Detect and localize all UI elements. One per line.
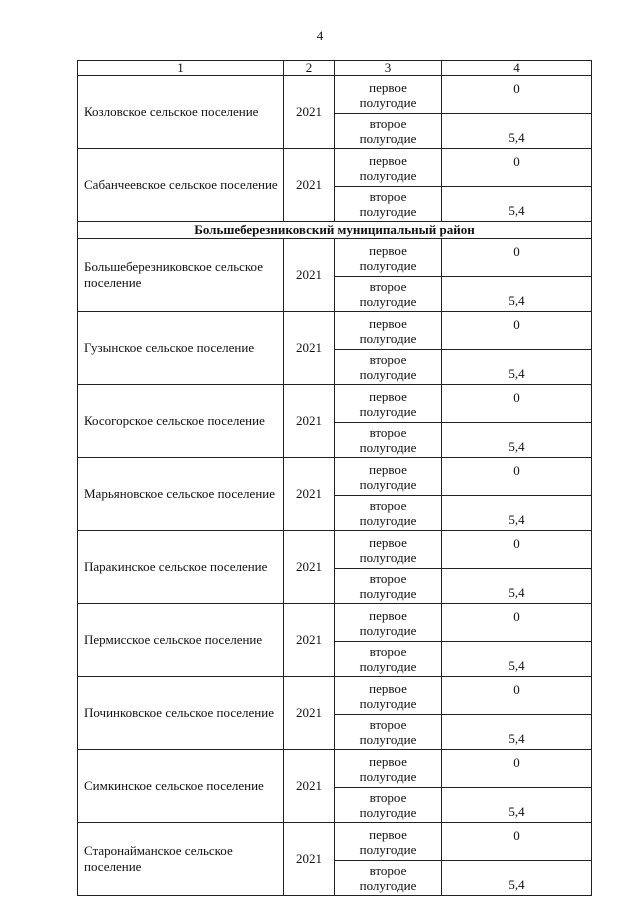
second-half-value: 5,4 xyxy=(442,569,592,604)
second-half-value: 5,4 xyxy=(442,496,592,531)
first-half-value: 0 xyxy=(442,312,592,350)
table-row xyxy=(78,604,592,642)
table-row xyxy=(78,677,592,715)
half-label-word: первое xyxy=(369,680,407,696)
second-half-cell xyxy=(335,423,442,458)
half-label-word: первое xyxy=(369,826,407,842)
first-half-value: 0 xyxy=(442,677,592,715)
half-label-word: полугодие xyxy=(359,440,417,455)
half-label-word: первое xyxy=(369,79,407,95)
second-half-cell xyxy=(335,114,442,149)
half-label-word: второе xyxy=(369,790,407,805)
table-row xyxy=(78,750,592,788)
half-label-word: полугодие xyxy=(359,204,417,219)
first-half-cell xyxy=(335,239,442,277)
half-label-word: первое xyxy=(369,315,407,331)
half-label-word: полугодие xyxy=(359,622,417,638)
year-cell: 2021 xyxy=(284,385,335,458)
second-half-cell xyxy=(335,277,442,312)
second-half-cell xyxy=(335,187,442,222)
settlement-name: Марьяновское сельское поселение xyxy=(78,458,284,531)
first-half-cell xyxy=(335,750,442,788)
half-label-word: полугодие xyxy=(359,841,417,857)
first-half-value: 0 xyxy=(442,239,592,277)
column-number-row xyxy=(78,61,592,76)
half-label-word: полугодие xyxy=(359,805,417,820)
half-label-word: второе xyxy=(369,571,407,586)
second-half-value: 5,4 xyxy=(442,423,592,458)
first-half-cell xyxy=(335,604,442,642)
year-cell: 2021 xyxy=(284,458,335,531)
half-label-word: второе xyxy=(369,498,407,513)
half-label-word: второе xyxy=(369,352,407,367)
first-half-value: 0 xyxy=(442,149,592,187)
half-label-word: полугодие xyxy=(359,167,417,183)
half-label-word: второе xyxy=(369,863,407,878)
half-label-word: полугодие xyxy=(359,476,417,492)
settlement-name: Большеберезниковское сельское поселение xyxy=(78,239,284,312)
table-row xyxy=(78,76,592,114)
first-half-cell xyxy=(335,385,442,423)
settlement-name: Пермисское сельское поселение xyxy=(78,604,284,677)
year-cell: 2021 xyxy=(284,677,335,750)
first-half-value: 0 xyxy=(442,750,592,788)
second-half-value: 5,4 xyxy=(442,642,592,677)
first-half-cell xyxy=(335,76,442,114)
half-label-word: полугодие xyxy=(359,367,417,382)
half-label-word: полугодие xyxy=(359,94,417,110)
second-half-value: 5,4 xyxy=(442,277,592,312)
settlements-table xyxy=(77,60,592,896)
year-cell: 2021 xyxy=(284,76,335,149)
first-half-value: 0 xyxy=(442,76,592,114)
half-label-word: второе xyxy=(369,644,407,659)
second-half-value: 5,4 xyxy=(442,861,592,896)
table-row xyxy=(78,312,592,350)
half-label-word: полугодие xyxy=(359,586,417,601)
first-half-cell xyxy=(335,677,442,715)
table-row xyxy=(78,823,592,861)
second-half-value: 5,4 xyxy=(442,715,592,750)
district-name: Большеберезниковский муниципальный район xyxy=(78,222,592,239)
second-half-value: 5,4 xyxy=(442,350,592,385)
table-row xyxy=(78,239,592,277)
second-half-cell xyxy=(335,861,442,896)
half-label-word: второе xyxy=(369,279,407,294)
half-label-word: полугодие xyxy=(359,403,417,419)
table-row xyxy=(78,531,592,569)
table-row xyxy=(78,458,592,496)
half-label-word: полугодие xyxy=(359,294,417,309)
second-half-cell xyxy=(335,642,442,677)
half-label-word: полугодие xyxy=(359,330,417,346)
half-label-word: второе xyxy=(369,189,407,204)
first-half-value: 0 xyxy=(442,823,592,861)
half-label-word: полугодие xyxy=(359,768,417,784)
table-row xyxy=(78,385,592,423)
half-label-word: первое xyxy=(369,534,407,550)
half-label-word: полугодие xyxy=(359,659,417,674)
first-half-value: 0 xyxy=(442,531,592,569)
second-half-value: 5,4 xyxy=(442,114,592,149)
first-half-value: 0 xyxy=(442,604,592,642)
half-label-word: первое xyxy=(369,388,407,404)
first-half-value: 0 xyxy=(442,385,592,423)
settlement-name: Симкинское сельское поселение xyxy=(78,750,284,823)
first-half-cell xyxy=(335,823,442,861)
second-half-cell xyxy=(335,715,442,750)
half-label-word: первое xyxy=(369,242,407,258)
half-label-word: первое xyxy=(369,152,407,168)
district-header-row xyxy=(78,222,592,239)
half-label-word: полугодие xyxy=(359,549,417,565)
settlement-name: Паракинское сельское поселение xyxy=(78,531,284,604)
second-half-cell xyxy=(335,350,442,385)
half-label-word: первое xyxy=(369,461,407,477)
half-label-word: второе xyxy=(369,717,407,732)
year-cell: 2021 xyxy=(284,239,335,312)
half-label-word: первое xyxy=(369,607,407,623)
half-label-word: полугодие xyxy=(359,257,417,273)
first-half-cell xyxy=(335,312,442,350)
half-label-word: второе xyxy=(369,425,407,440)
settlement-name: Козловское сельское поселение xyxy=(78,76,284,149)
year-cell: 2021 xyxy=(284,604,335,677)
settlement-name: Починковское сельское поселение xyxy=(78,677,284,750)
year-cell: 2021 xyxy=(284,312,335,385)
settlement-name: Старонайманское сельское поселение xyxy=(78,823,284,896)
column-number-2: 2 xyxy=(284,61,335,76)
half-label-word: второе xyxy=(369,116,407,131)
column-number-3: 3 xyxy=(335,61,442,76)
year-cell: 2021 xyxy=(284,823,335,896)
year-cell: 2021 xyxy=(284,750,335,823)
second-half-value: 5,4 xyxy=(442,187,592,222)
settlement-name: Косогорское сельское поселение xyxy=(78,385,284,458)
half-label-word: полугодие xyxy=(359,695,417,711)
half-label-word: первое xyxy=(369,753,407,769)
first-half-cell xyxy=(335,458,442,496)
first-half-cell xyxy=(335,531,442,569)
first-half-cell xyxy=(335,149,442,187)
half-label-word: полугодие xyxy=(359,878,417,893)
half-label-word: полугодие xyxy=(359,131,417,146)
settlement-name: Сабанчеевское сельское поселение xyxy=(78,149,284,222)
column-number-4: 4 xyxy=(442,61,592,76)
half-label-word: полугодие xyxy=(359,513,417,528)
column-number-1: 1 xyxy=(78,61,284,76)
second-half-value: 5,4 xyxy=(442,788,592,823)
year-cell: 2021 xyxy=(284,531,335,604)
page-number: 4 xyxy=(316,28,324,43)
half-label-word: полугодие xyxy=(359,732,417,747)
second-half-cell xyxy=(335,496,442,531)
second-half-cell xyxy=(335,569,442,604)
year-cell: 2021 xyxy=(284,149,335,222)
second-half-cell xyxy=(335,788,442,823)
first-half-value: 0 xyxy=(442,458,592,496)
settlement-name: Гузынское сельское поселение xyxy=(78,312,284,385)
table-row xyxy=(78,149,592,187)
